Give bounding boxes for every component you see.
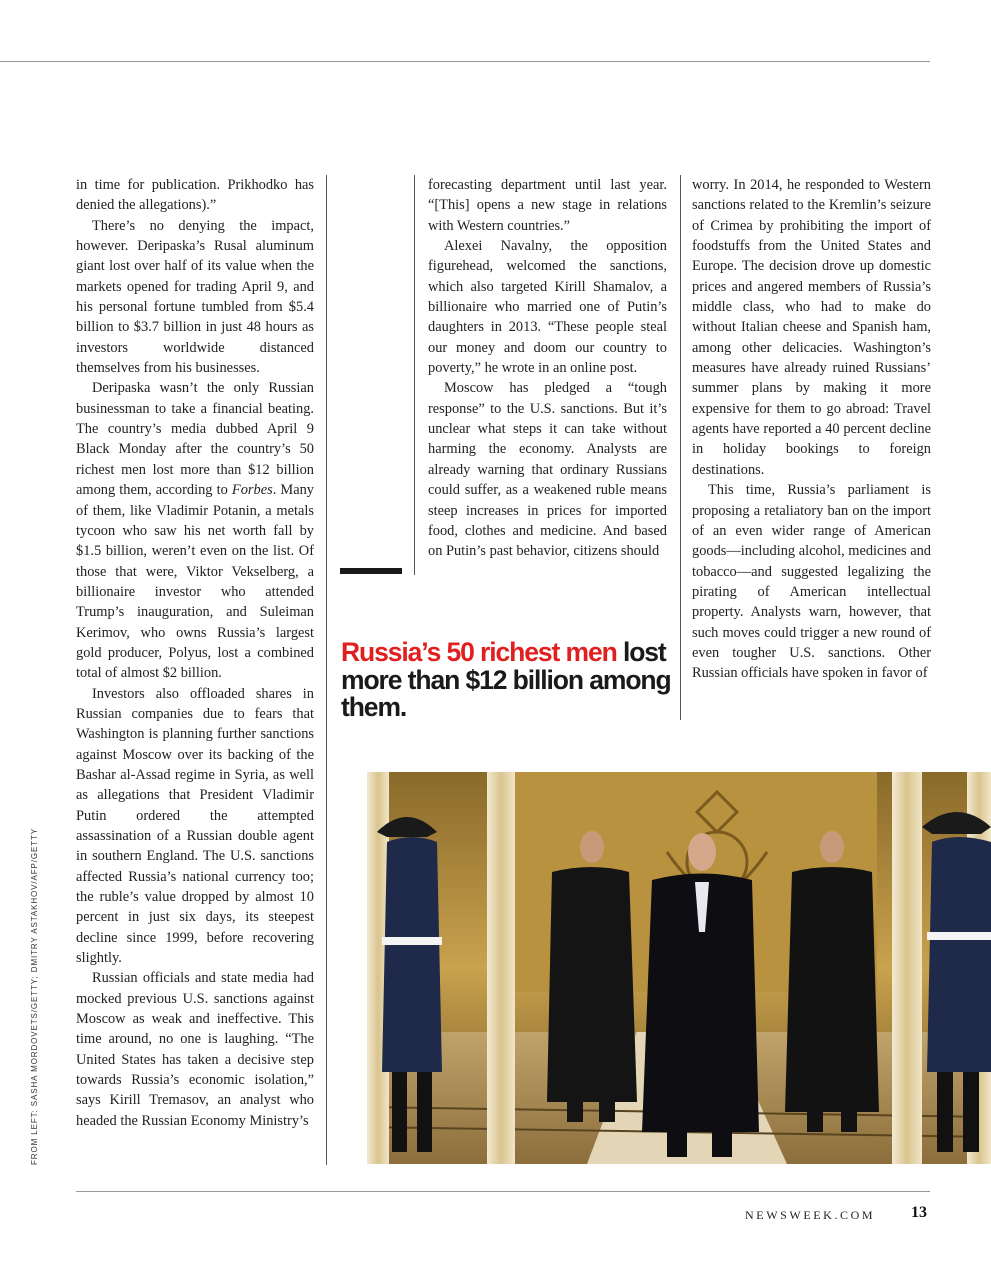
pull-quote-rest: lost more than $12 billion among them. [341,637,671,722]
pull-quote [341,639,671,722]
pull-quote-highlight: Russia’s 50 richest men [341,637,617,667]
page-number: 13 [911,1204,927,1221]
photo-credit: FROM LEFT: SASHA MORDOVETS/GETTY; DMITRY ASTAKHOV/AFP/GETTY [30,827,39,1165]
paragraph: There’s no denying the impact, however. Deripaska’s Rusal aluminum giant lost over half of its value when the markets opened for trading April 9, and his personal fortune tumbled from $5.4 billion to $3.7 billion in just 48 hours as investors worldwide distanced themselves from his businesses. [76,217,314,377]
bottom-rule [76,1191,930,1192]
top-rule [0,61,930,62]
article-column-1 [76,175,314,1131]
paragraph: This time, Russia’s parliament is proposing a retaliatory ban on the import of an even wider range of American goods—including alcohol, medicines and tobacco—and suggested legalizing the pirating of American intellectual property. Analysts warn, however, that such moves could trigger a new round of even tougher U.S. sanctions. Other Russian officials have spoken in favor of [692,482,931,682]
pull-quote-bar [340,568,402,574]
column-divider [414,175,415,575]
paragraph: forecasting department until last year. “[This] opens a new stage in relations with Western countries.” [428,177,667,234]
footer-site-name: NEWSWEEK.COM [745,1208,876,1222]
paragraph: Moscow has pledged a “tough response” to the U.S. sanctions. But it’s unclear what steps it can take without harming the economy. Analysts are already warning that ordinary Russians could suffer, as a weakened ruble means steep increases in prices for imported food, clothes and medicine. And based on Putin’s past behavior, citizens should [428,380,667,560]
paragraph-text: . Many of them, like Vladimir Potanin, a metals tycoon who saw his net worth fall by $1.5 billion, weren’t even on the list. Of those that were, Viktor Vekselberg, a billionaire investor who attended Trump’s inauguration, and Suleiman Kerimov, who owns Russia’s largest gold producer, Polyus, lost a combined total of almost $2 billion. [76,482,314,682]
paragraph: Alexei Navalny, the opposition figurehead, welcomed the sanctions, which also targeted Kirill Shamalov, a billionaire who married one of Putin’s daughters in 2013. “These people steal our money and doom our country to poverty,” he wrote in an online post. [428,238,667,377]
article-column-2 [428,175,667,562]
kremlin-photo [367,772,991,1164]
forbes-title: Forbes [231,482,273,499]
paragraph-text: Deripaska wasn’t the only Russian businessman to take a financial beating. The country’s media dubbed April 9 Black Monday after the country’s 50 richest men lost more than $12 billion among them, according to [76,380,314,499]
paragraph: Russian officials and state media had mocked previous U.S. sanctions against Moscow as weak and ineffective. This time around, no one is laughing. “The United States has taken a decisive step towards Russia’s economic isolation,” says Kirill Tremasov, an analyst who headed the Russian Economy Ministry’s [76,970,314,1129]
column-divider [680,175,681,720]
article-column-3 [692,175,931,684]
paragraph: in time for publication. Prikhodko has denied the allegations).” [76,177,314,214]
paragraph: worry. In 2014, he responded to Western sanctions related to the Kremlin’s seizure of Crimea by prohibiting the import of foodstuffs from the United States and Europe. The decision drove up domestic prices and angered members of Russia’s middle class, who had to make do without Italian cheese and Spanish ham, among other delicacies. Washington’s measures have already ruined Russians’ summer plans by making it more expensive for them to go abroad: Travel agents have reported a 40 percent decline in holiday bookings to foreign destinations. [692,177,931,478]
paragraph: Investors also offloaded shares in Russian companies due to fears that Washington is planning further sanctions against Moscow over its backing of the Bashar al-Assad regime in Syria, as well as allegations that President Vladimir Putin ordered the attempted assassination of a Russian double agent in southern England. The U.S. sanctions affected Russia’s national currency too; the ruble’s value dropped by almost 10 percent in just six days, its steepest decline since 1999, before recovering slightly. [76,685,314,967]
paragraph [76,378,314,683]
column-divider [326,175,327,1165]
